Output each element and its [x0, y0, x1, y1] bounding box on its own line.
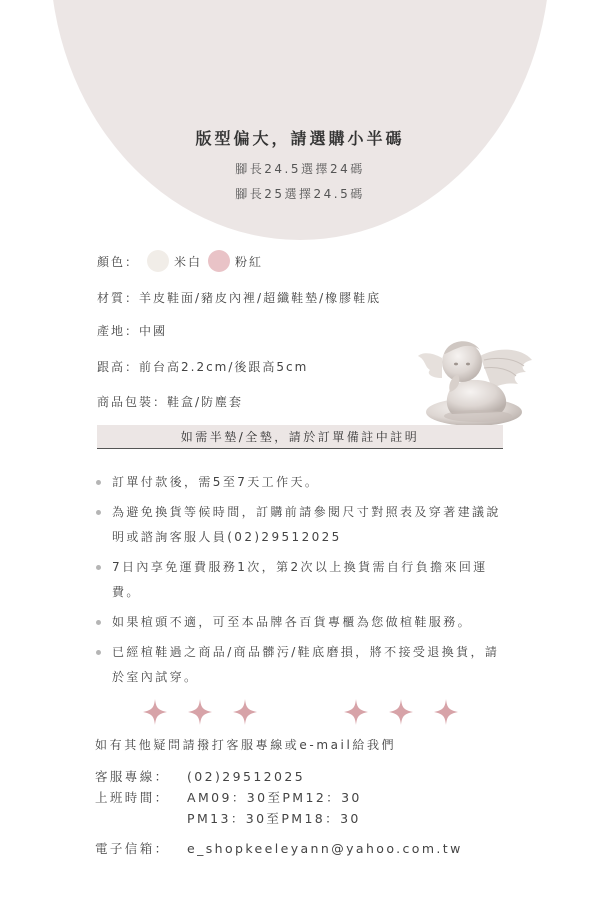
note-text: 7日內享免運費服務1次，第2次以上換貨需自行負擔來回運費。 — [112, 560, 488, 599]
bullet-dot-icon — [96, 565, 101, 570]
cherub-angel-image — [418, 328, 534, 428]
bullet-dot-icon — [96, 650, 101, 655]
order-notes-list — [96, 470, 508, 695]
email-label: 電子信箱： — [95, 841, 170, 856]
note-text: 訂單付款後，需5至7天工作天。 — [112, 475, 320, 489]
list-item — [96, 555, 508, 605]
note-text: 已經楦鞋過之商品/商品髒污/鞋底磨損，將不接受退換貨，請於室內試穿。 — [112, 645, 500, 684]
sparkle-icon — [389, 699, 413, 725]
color-label: 顏色： — [97, 254, 140, 269]
list-item — [96, 610, 508, 635]
phone-label: 客服專線： — [95, 769, 170, 784]
sparkle-icon — [434, 699, 458, 725]
email-address[interactable]: e_shopkeeleyann@yahoo.com.tw — [187, 841, 463, 856]
note-text: 如果楦頭不適，可至本品牌各百貨專櫃為您做楦鞋服務。 — [112, 615, 473, 629]
list-item — [96, 640, 508, 690]
hours-afternoon: PM13：30至PM18：30 — [187, 811, 361, 826]
insole-note-banner: 如需半墊/全墊，請於訂單備註中註明 — [97, 425, 503, 449]
size-advice-line-2: 腳長25選擇24.5碼 — [235, 187, 365, 201]
heel-height-row: 跟高：前台高2.2cm/後跟高5cm — [97, 360, 309, 374]
bullet-dot-icon — [96, 620, 101, 625]
email-row — [95, 839, 463, 859]
contact-intro: 如有其他疑問請撥打客服專線或e-mail給我們 — [95, 738, 397, 752]
color-swatch-cream[interactable] — [147, 250, 169, 272]
sparkle-icon — [188, 699, 212, 725]
sparkle-icon — [344, 699, 368, 725]
material-row: 材質：羊皮鞋面/豬皮內裡/超纖鞋墊/橡膠鞋底 — [97, 291, 382, 305]
hours-row — [95, 788, 463, 808]
list-item — [96, 470, 508, 495]
contact-block — [95, 767, 463, 860]
sparkle-divider — [0, 699, 600, 725]
origin-row: 產地：中國 — [97, 324, 168, 338]
color-name-cream: 米白 — [174, 254, 203, 269]
color-swatch-pink[interactable] — [208, 250, 230, 272]
bullet-dot-icon — [96, 510, 101, 515]
hours-label: 上班時間： — [95, 790, 170, 805]
color-row — [97, 250, 263, 272]
hours-row-2 — [95, 809, 463, 829]
size-advice-line-1: 腳長24.5選擇24碼 — [235, 162, 365, 176]
hours-morning: AM09：30至PM12：30 — [187, 790, 362, 805]
package-row: 商品包裝：鞋盒/防塵套 — [97, 395, 244, 409]
sizing-headline: 版型偏大，請選購小半碼 — [195, 129, 405, 148]
bullet-dot-icon — [96, 480, 101, 485]
phone-number[interactable]: (02)29512025 — [187, 769, 306, 784]
note-text: 為避免換貨等候時間，訂購前請參閱尺寸對照表及穿著建議說明或諮詢客服人員(02)29512025 — [112, 505, 501, 544]
sparkle-icon — [233, 699, 257, 725]
list-item — [96, 500, 508, 550]
color-name-pink: 粉紅 — [235, 254, 264, 269]
phone-row — [95, 767, 463, 787]
sparkle-icon — [143, 699, 167, 725]
header-arc-background — [50, 0, 550, 240]
